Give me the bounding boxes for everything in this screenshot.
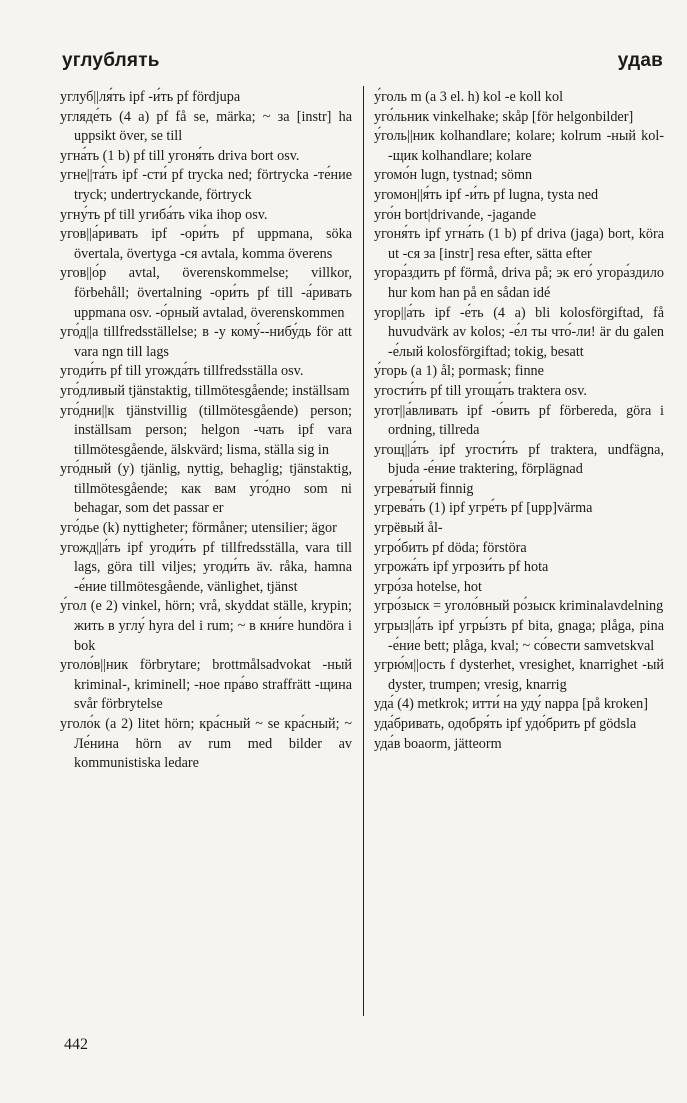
- dictionary-entry: угна́ть (1 b) pf till угоня́ть driva bort osv.: [60, 147, 300, 164]
- dictionary-entry: угрожа́ть ipf угрози́ть pf hota: [374, 559, 549, 576]
- dictionary-entry: угляде́ть (4 a) pf få se, märka; ~ за [instr] ha uppsikt över, se till: [60, 108, 352, 145]
- page-number: 442: [64, 1036, 88, 1053]
- dictionary-entry: угов||о́р avtal, överenskommelse; villkor, förbehåll; övertalning -ори́ть pf till -а́ривать uppmana osv. -о́рный avtalad, överenskommen: [60, 265, 352, 321]
- dictionary-entry: уда́ (4) metkrok; итти́ на уду́ nappa [på kroken]: [374, 696, 648, 713]
- dictionary-entry: угости́ть pf till угоща́ть traktera osv.: [374, 382, 587, 399]
- column-divider: [363, 86, 364, 1016]
- running-head-right: удав: [617, 50, 663, 71]
- dictionary-entry: уго́д||а tillfredsställelse; в -у кому́--нибу́дь för att vara ngn till lags: [60, 324, 352, 360]
- dictionary-entry: угожд||а́ть ipf угоди́ть pf tillfredsställa, vara till lags, göra till viljes; угоди́ть äv. råka, hamna -е́ние tillmötesgående, vänlighet, tjänst: [60, 539, 352, 595]
- dictionary-entry: уго́дни||к tjänstvillig (tillmötesgående) person; inställsam person; helgon -чать ipf vara tillmötesgående, älskvärd; lisma, ställa sig in: [60, 402, 352, 458]
- dictionary-entry: угрева́ть (1) ipf угре́ть pf [upp]värma: [374, 500, 593, 517]
- dictionary-entry: угрева́тый finnig: [374, 480, 474, 497]
- dictionary-entry: угора́здить pf förmå, driva på; эк его́ угора́здило hur kom han på en sådan idé: [374, 265, 664, 301]
- dictionary-entry: угрёвый ål-: [374, 520, 443, 537]
- dictionary-entry: уго́н bort|drivande, -jagande: [374, 206, 537, 223]
- dictionary-entry: угрыз||а́ть ipf угры́зть pf bita, gnaga; plåga, pina -е́ние bett; plåga, kval; ~ со́вести samvetskval: [374, 618, 664, 654]
- dictionary-entry: угов||а́ривать ipf -ори́ть pf uppmana, söka övertala, övertyga -ся avtala, komma överens: [60, 226, 352, 262]
- dictionary-entry: угро́бить pf döda; förstöra: [374, 539, 527, 556]
- dictionary-entry: у́голь m (a 3 el. h) kol -е koll kol: [374, 89, 564, 105]
- dictionary-entry: уголо́к (a 2) litet hörn; кра́сный ~ se кра́сный; ~ Ле́нина hörn av rum med bilder av kommunistiska ledare: [60, 716, 352, 772]
- dictionary-entry: у́гол (e 2) vinkel, hörn; vrå, skyddat ställe, krypin; жить в углу́ hyra del i rum; ~ в кни́ге hundöra i bok: [60, 598, 352, 654]
- dictionary-entry: у́горь (a 1) ål; pormask; finne: [374, 363, 544, 380]
- dictionary-entry: уго́дье (k) nyttigheter; förmåner; utensilier; ägor: [60, 520, 337, 537]
- dictionary-entry: угомо́н lugn, tystnad; sömn: [374, 167, 533, 184]
- dictionary-entry: уго́дливый tjänstaktig, tillmötesgående; inställsam: [60, 382, 350, 399]
- dictionary-entry: угор||а́ть ipf -е́ть (4 a) bli kolosförgiftad, få huvudvärk av kolos; -е́л ты что́-ли! är du galen -е́лый kolosförgiftad; tokig, besatt: [374, 304, 664, 360]
- dictionary-entry: угро́зыск = уголо́вный ро́зыск kriminalavdelning: [374, 598, 664, 615]
- dictionary-entry: угну́ть pf till угиба́ть vika ihop osv.: [60, 206, 268, 223]
- right-column: [374, 88, 664, 754]
- dictionary-entry: угоня́ть ipf угна́ть (1 b) pf driva (jaga) bort, köra ut -ся за [instr] resa efter, sätta efter: [374, 226, 664, 262]
- dictionary-entry: угот||а́вливать ipf -о́вить pf förbereda, göra i ordning, tillreda: [374, 402, 664, 439]
- dictionary-entry: угомон||я́ть ipf -и́ть pf lugna, tysta ned: [374, 186, 599, 203]
- dictionary-entry: углуб||ля́ть ipf -и́ть pf fördjupa: [60, 89, 241, 105]
- dictionary-entry: уда́бривать, одобря́ть ipf удо́брить pf gödsla: [374, 716, 637, 732]
- dictionary-entry: угоди́ть pf till угожда́ть tillfredsställa osv.: [60, 363, 304, 380]
- dictionary-entry: уда́в boaorm, jätteorm: [374, 735, 502, 752]
- dictionary-entry: уго́льник vinkelhake; skåp [för helgonbilder]: [374, 108, 634, 125]
- dictionary-entry: угро́за hotelse, hot: [374, 578, 482, 595]
- running-head-left: углублять: [62, 50, 160, 71]
- dictionary-entry: у́голь||ник kolhandlare; kolare; kolrum -ный kol- -щик kolhandlare; kolare: [374, 128, 664, 164]
- dictionary-entry: угне||та́ть ipf -сти́ pf trycka ned; förtrycka -те́ние tryck; undertryckande, förtryck: [60, 167, 352, 203]
- dictionary-entry: угощ||а́ть ipf угости́ть pf traktera, undfägna, bjuda -е́ние traktering, förplägnad: [374, 441, 664, 478]
- dictionary-entry: уго́дный (у) tjänlig, nyttig, behaglig; tjänstaktig, tillmötesgående; как вам уго́дно som ni behagar, som det passar er: [60, 461, 352, 517]
- left-column: [60, 88, 352, 774]
- dictionary-entry: уголо́в||ник förbrytare; brottmålsadvokat -ный kriminal-, kriminell; -ное пра́во straffrätt -щина svår förbrytelse: [60, 657, 352, 713]
- dictionary-entry: угрю́м||ость f dysterhet, vresighet, knarrighet -ый dyster, trumpen; vresig, knarrig: [374, 657, 664, 693]
